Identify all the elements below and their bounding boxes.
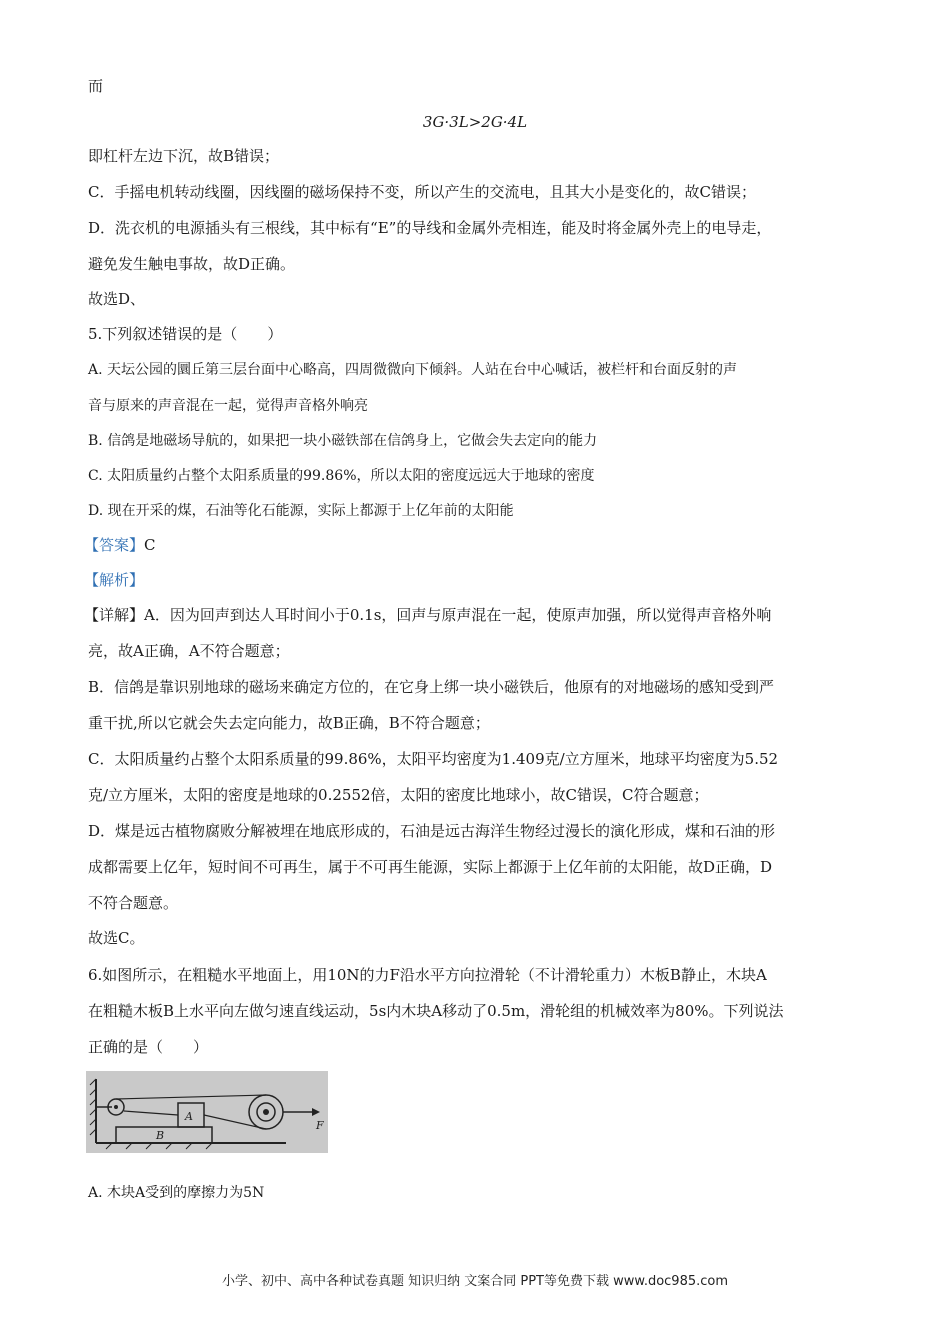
q5-detail-10: 故选C。 — [88, 929, 145, 947]
pulley-figure — [86, 1071, 328, 1153]
q5-option-b: B. 信鸽是地磁场导航的，如果把一块小磁铁部在信鸽身上，它做会失去定向的能力 — [88, 433, 598, 449]
answer-tag: 【答案】 — [84, 536, 145, 554]
label-b: B — [156, 1129, 165, 1142]
q5-detail-6: 克/立方厘米，太阳的密度是地球的0.2552倍，太阳的密度比地球小，故C错误，C符合题意； — [88, 786, 709, 804]
page-footer: 小学、初中、高中各种试卷真题 知识归纳 文案合同 PPT等免费下载 www.doc985.com — [221, 1274, 729, 1289]
q6-stem-3: 正确的是（ ） — [88, 1038, 209, 1056]
q5-analysis-tag: 【解析】 — [84, 571, 145, 589]
line-er: 而 — [88, 77, 104, 95]
pulley-diagram — [86, 1071, 328, 1153]
q5-detail-7: D．煤是远古植物腐败分解被埋在地底形成的，石油是远古海洋生物经过漫长的演化形成，煤和石油的形 — [88, 822, 776, 840]
label-a: A — [185, 1110, 193, 1123]
answer-value: C — [144, 536, 156, 554]
q5-detail-8: 成都需要上亿年，短时间不可再生，属于不可再生能源，实际上都源于上亿年前的太阳能，故D正确，D — [88, 858, 773, 876]
q5-answer — [84, 535, 156, 555]
q5-detail-1: 【详解】A．因为回声到达人耳时间小于0.1s，回声与原声混在一起，使原声加强，所以觉得声音格外响 — [84, 606, 772, 624]
q5-detail-5: C．太阳质量约占整个太阳系质量的99.86%，太阳平均密度为1.409克/立方厘米，地球平均密度为5.52 — [88, 750, 779, 768]
q6-stem-1: 6.如图所示，在粗糙水平地面上，用10N的力F沿水平方向拉滑轮（不计滑轮重力）木板B静止，木块A — [88, 966, 767, 984]
q5-option-c: C. 太阳质量约占整个太阳系质量的99.86%，所以太阳的密度远远大于地球的密度 — [88, 468, 595, 484]
q5-detail-9: 不符合题意。 — [88, 894, 179, 912]
q5-option-a-2: 音与原来的声音混在一起，觉得声音格外响亮 — [88, 398, 368, 414]
q5-option-d: D. 现在开采的煤，石油等化石能源，实际上都源于上亿年前的太阳能 — [88, 503, 514, 519]
line-d-explain-2: 避免发生触电事故，故D正确。 — [88, 255, 296, 273]
q5-detail-4: 重干扰,所以它就会失去定向能力，故B正确，B不符合题意； — [88, 714, 490, 732]
q5-detail-2: 亮，故A正确，A不符合题意； — [88, 642, 290, 660]
line-d-explain-1: D．洗衣机的电源插头有三根线，其中标有“E”的导线和金属外壳相连，能及时将金属外壳上的电导走， — [88, 219, 772, 237]
q6-stem-2: 在粗糙木板B上水平向左做匀速直线运动，5s内木块A移动了0.5m，滑轮组的机械效率为80%。下列说法 — [88, 1002, 784, 1020]
q6-option-a: A. 木块A受到的摩擦力为5N — [88, 1185, 265, 1201]
q5-detail-3: B．信鸽是靠识别地球的磁场来确定方位的，在它身上绑一块小磁铁后，他原有的对地磁场的感知受到严 — [88, 678, 775, 696]
line-choose-d: 故选D、 — [88, 290, 146, 308]
q5-stem: 5.下列叙述错误的是（ ） — [88, 325, 283, 343]
line-b-conclusion: 即杠杆左边下沉，故B错误； — [88, 147, 280, 165]
label-f: F — [316, 1119, 324, 1132]
equation: 3G·3L>2G·4L — [422, 113, 528, 131]
q5-option-a-1: A. 天坛公园的圜丘第三层台面中心略高，四周微微向下倾斜。人站在台中心喊话，被栏杆和台面反射的声 — [88, 362, 738, 378]
line-c-explain: C．手摇电机转动线圈，因线圈的磁场保持不变，所以产生的交流电，且其大小是变化的，故C错误； — [88, 183, 756, 201]
